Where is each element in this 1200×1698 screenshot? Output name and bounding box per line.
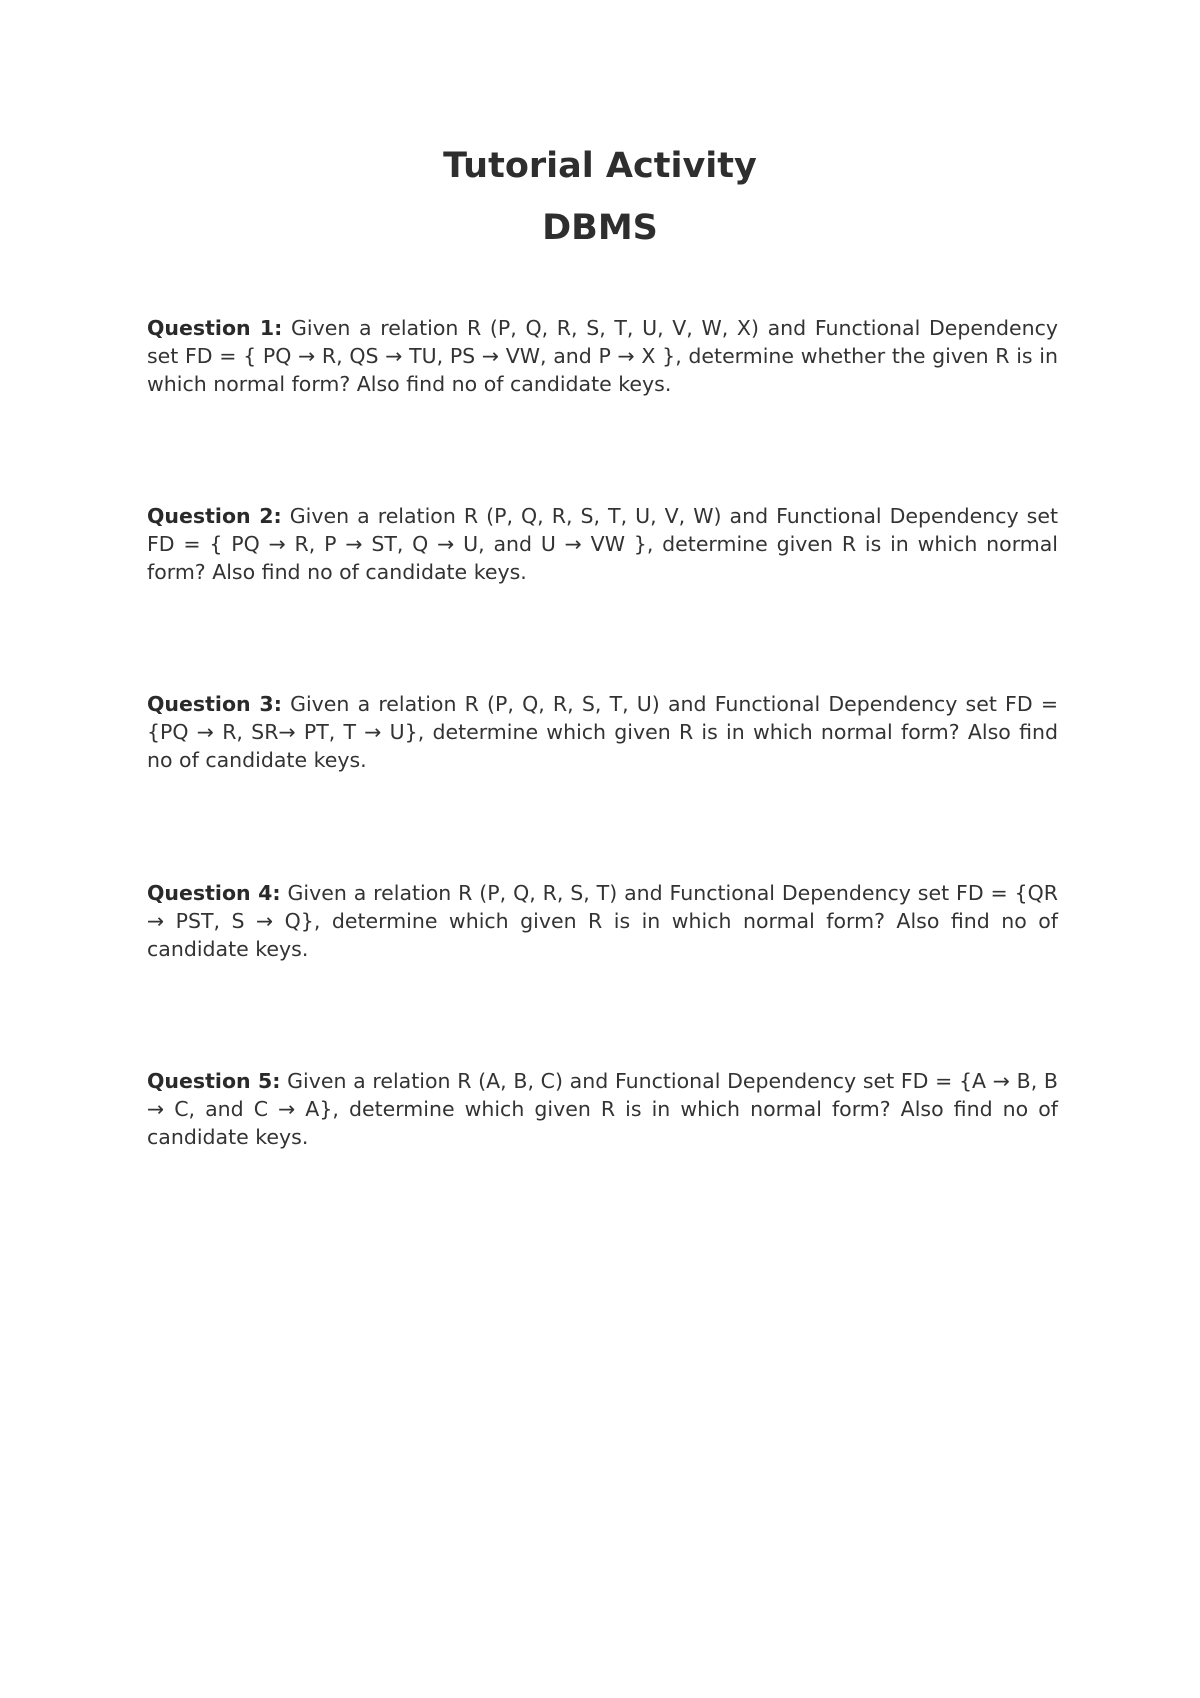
question-2 xyxy=(147,502,1058,586)
question-text: Given a relation R (P, Q, R, S, T, U) and Functional Dependency set FD = {PQ → R, SR→ PT, T → U}, determine which given R is in which normal form? Also find no of candidate keys. xyxy=(147,692,1058,772)
question-label: Question 1: xyxy=(147,316,283,340)
question-text: Given a relation R (P, Q, R, S, T, U, V, W, X) and Functional Dependency set FD = { PQ → R, QS → TU, PS → VW, and P → X }, determine whether the given R is in which normal form? Also find no of candidate keys. xyxy=(147,316,1058,396)
question-label: Question 4: xyxy=(147,881,281,905)
question-1 xyxy=(147,314,1058,398)
question-4 xyxy=(147,879,1058,963)
document-subtitle: DBMS xyxy=(542,208,658,248)
question-label: Question 2: xyxy=(147,504,282,528)
question-5 xyxy=(147,1067,1058,1151)
question-label: Question 3: xyxy=(147,692,282,716)
document-title: Tutorial Activity xyxy=(443,146,757,186)
question-text: Given a relation R (A, B, C) and Functional Dependency set FD = {A → B, B → C, and C → A}, determine which given R is in which normal form? Also find no of candidate keys. xyxy=(147,1069,1058,1149)
question-text: Given a relation R (P, Q, R, S, T) and Functional Dependency set FD = {QR → PST, S → Q}, determine which given R is in which normal form? Also find no of candidate keys. xyxy=(147,881,1058,961)
question-text: Given a relation R (P, Q, R, S, T, U, V, W) and Functional Dependency set FD = { PQ → R, P → ST, Q → U, and U → VW }, determine given R is in which normal form? Also find no of candidate keys. xyxy=(147,504,1058,584)
question-3 xyxy=(147,690,1058,774)
question-label: Question 5: xyxy=(147,1069,281,1093)
